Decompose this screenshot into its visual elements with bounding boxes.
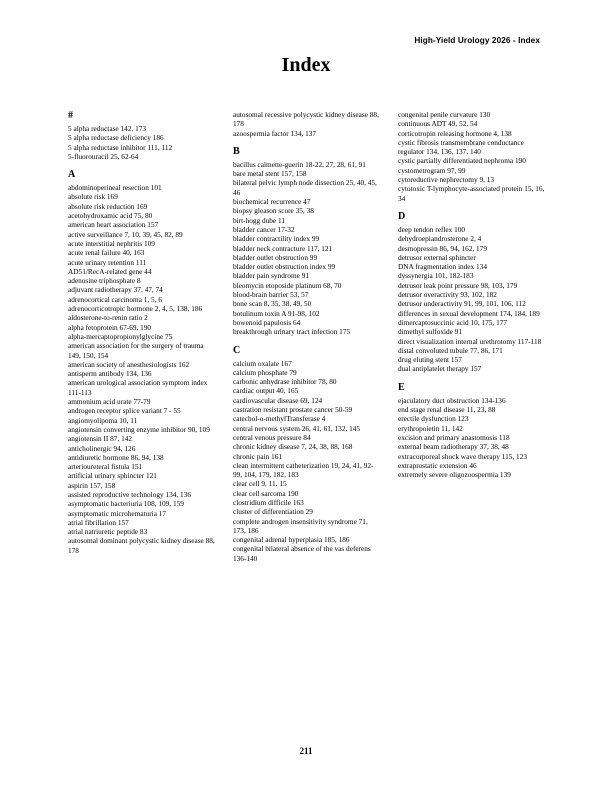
index-entry: acetohydroxamic acid 75, 80: [68, 211, 153, 221]
index-entry: bacillus calmette-guerin 18-22, 27, 28, 61, 91: [233, 159, 366, 169]
index-entry: azoospermia factor 134, 137: [233, 128, 317, 138]
index-entry: cytoreductive nephrectomy 9, 13: [398, 175, 495, 185]
index-entry: arterioureteral fistula 151: [68, 462, 143, 472]
index-entry: cardiac output 40, 165: [233, 386, 299, 396]
index-entry: autosomal dominant polycystic kidney disease 88, 178: [68, 536, 215, 555]
index-entry: atrial natriuretic peptide 83: [68, 527, 148, 537]
index-entry: adenosine triphosphate 8: [68, 276, 141, 286]
index-entry: dual antiplatelet therapy 157: [398, 364, 482, 374]
index-entry: angiotensin II 87, 142: [68, 434, 133, 444]
index-entry: catechol-o-methylTransferase 4: [233, 414, 326, 424]
index-entry: dimercaptosuccinic acid 10, 175, 177: [398, 317, 508, 327]
index-entry: dimethyl sulfoxide 91: [398, 327, 463, 337]
index-columns: [68, 110, 548, 740]
index-entry: acute renal failure 40, 163: [68, 248, 145, 258]
index-entry: erectile dysfunction 123: [398, 414, 469, 424]
index-entry: congenital penile curvature 130: [398, 110, 491, 119]
index-entry: aspirin 157, 158: [68, 480, 116, 490]
index-entry: absolute risk 169: [68, 192, 118, 202]
index-entry: adrenocortical carcinoma 1, 5, 6: [68, 294, 163, 304]
index-entry: 5 alpha reductase 142, 173: [68, 124, 147, 133]
index-entry: detrusor overactivity 93, 102, 182: [398, 290, 497, 300]
index-entry: chronic pain 161: [233, 451, 283, 461]
index-entry: biopsy gleason score 35, 38: [233, 206, 314, 216]
index-entry: asymptomatic bacteriuria 108, 109, 159: [68, 499, 184, 509]
index-entry: central nervous system 26, 41, 61, 132, 145: [233, 423, 361, 433]
index-entry: calcium oxalate 167: [233, 358, 292, 368]
page-number: 211: [299, 746, 313, 756]
index-entry: cystometrogram 97, 99: [398, 165, 466, 175]
index-entry: desmopressin 86, 94, 162, 179: [398, 243, 487, 253]
index-entry: blood-brain barrier 53, 57: [233, 290, 309, 300]
index-entry: 5 alpha reductase inhibitor 111, 112: [68, 142, 173, 152]
index-entry: assisted reproductive technology 134, 136: [68, 489, 192, 499]
index-entry: clean intermittent catheterization 19, 24, 41, 92- 99, 104, 179, 182, 183: [233, 460, 374, 480]
index-entry: extracorporeal shock wave therapy 115, 123: [398, 451, 527, 461]
letter-heading: #: [68, 110, 73, 121]
index-entry: detrusor leak point pressure 98, 103, 179: [398, 280, 518, 290]
letter-heading: E: [398, 381, 405, 393]
index-entry: angiotensin converting enzyme inhibitor 90, 109: [68, 424, 210, 434]
index-entry: dyssynergia 101, 182-183: [398, 271, 474, 281]
letter-heading: C: [233, 344, 241, 356]
index-entry: clear cell sarcoma 190: [233, 488, 299, 498]
index-entry: central venous pressure 84: [233, 432, 311, 442]
index-entry: androgen receptor splice variant 7 - 55: [68, 406, 181, 416]
index-entry: external beam radiotherapy 37, 38, 48: [398, 442, 509, 452]
index-entry: congenital bilateral absence of the vas deferens 136-140: [233, 544, 371, 563]
index-entry: angiomyolipoma 10, 11: [68, 415, 138, 425]
index-entry: acute urinary retention 111: [68, 257, 147, 267]
index-column-3: [398, 110, 546, 740]
index-entry: alpha fetoprotein 67-69, 190: [68, 322, 152, 332]
running-head: High-Yield Urology 2026 - Index: [414, 36, 540, 45]
index-entry: bilateral pelvic lymph node dissection 25, 40, 45, 46: [233, 178, 377, 197]
letter-heading: A: [68, 169, 76, 181]
index-column-1: [68, 110, 216, 740]
index-entry: acute interstitial nephritis 109: [68, 238, 155, 248]
index-entry: bowenoid papulosis 64: [233, 317, 301, 327]
index-column-2: [233, 110, 381, 740]
index-entry: complete androgen insensitivity syndrome 71, 173, 186: [233, 516, 368, 535]
index-entry: bladder pain syndrome 91: [233, 271, 309, 281]
index-entry: autosomal recessive polycystic kidney disease 88, 178: [233, 110, 379, 129]
index-entry: abdominoperineal resection 101: [68, 183, 162, 193]
index-entry: cytotoxic T-lymphocyte-associated protein 15, 16, 34: [398, 184, 545, 203]
letter-heading: B: [233, 145, 240, 157]
index-entry: clear cell 9, 11, 15: [233, 479, 287, 489]
index-entry: atrial fibrillation 157: [68, 517, 129, 527]
index-entry: cardiovascular disease 69, 124: [233, 395, 323, 405]
index-entry: bleomycin etoposide platinum 68, 70: [233, 280, 342, 290]
index-entry: chronic kidney disease 7, 24, 38, 88, 168: [233, 442, 353, 452]
index-entry: ejaculatory duct obstruction 134-136: [398, 395, 506, 405]
index-entry: ammonium acid urate 77-79: [68, 397, 151, 407]
index-entry: antidiuretic hormone 86, 94, 138: [68, 452, 164, 462]
index-entry: cluster of differentiation 29: [233, 507, 313, 517]
index-entry: american urological association symptom index 111-113: [68, 378, 208, 397]
index-entry: deep tendon reflex 100: [398, 224, 466, 234]
index-entry: carbonic anhydrase inhibitor 78, 80: [233, 377, 337, 387]
index-entry: 5 alpha reductase deficiency 186: [68, 133, 164, 143]
index-entry: aldosterone-to-renin ratio 2: [68, 313, 148, 323]
index-entry: detrusor underactivity 91, 99, 101, 106, 112: [398, 299, 526, 309]
letter-heading: D: [398, 210, 406, 222]
index-entry: birt-hogg dube 11: [233, 215, 286, 225]
index-entry: bladder outlet obstruction index 99: [233, 262, 336, 272]
index-entry: breakthrough urinary tract infection 175: [233, 327, 351, 337]
index-entry: biochemical recurrence 47: [233, 197, 311, 207]
index-entry: active surveillance 7, 10, 39, 45, 82, 89: [68, 229, 183, 239]
index-entry: drug eluting stent 157: [398, 355, 462, 365]
index-entry: bladder neck contracture 117, 121: [233, 243, 333, 253]
index-entry: distal convoluted tubule 77, 86, 171: [398, 345, 503, 355]
index-entry: american heart association 157: [68, 220, 159, 230]
index-entry: clostridium difficile 163: [233, 497, 304, 507]
index-entry: anticholinergic 94, 126: [68, 443, 136, 453]
index-entry: adrenocorticotropic hormone 2, 4, 5, 138, 186: [68, 304, 203, 314]
index-entry: detrusor external sphincter: [398, 252, 476, 262]
index-entry: absolute risk reduction 169: [68, 201, 148, 211]
index-entry: erythropoietin 11, 142: [398, 423, 463, 433]
index-entry: DNA fragmentation index 134: [398, 262, 487, 272]
index-entry: adjuvant radiotherapy 37, 47, 74: [68, 285, 163, 295]
index-entry: artificial urinary sphincter 121: [68, 471, 157, 481]
index-entry: calcium phosphate 79: [233, 367, 297, 377]
index-entry: cystic fibrosis transmembrane conductance regulator 134, 136, 137, 140: [398, 137, 524, 157]
index-entry: bladder outlet obstruction 99: [233, 252, 318, 262]
page-title: Index: [281, 54, 331, 76]
index-entry: bladder cancer 17-32: [233, 224, 295, 234]
index-entry: american association for the surgery of trauma 149, 150, 154: [68, 341, 204, 360]
index-entry: dehydroepiandrosterone 2, 4: [398, 234, 482, 244]
index-entry: botulinum toxin A 91-98, 102: [233, 308, 320, 318]
index-entry: cystic partially differentiated nephroma 190: [398, 156, 526, 166]
index-entry: 5-fluorouracil 25, 62-64: [68, 151, 139, 161]
index-entry: bare metal stent 157, 158: [233, 169, 307, 179]
index-entry: castration resistant prostate cancer 50-59: [233, 405, 353, 415]
index-entry: AD51/RecA-related gene 44: [68, 266, 152, 276]
index-entry: antisperm antibody 134, 136: [68, 369, 152, 379]
index-entry: alpha-mercaptopropionylglycine 75: [68, 331, 173, 341]
index-entry: corticotropin releasing hormone 4, 138: [398, 128, 512, 138]
index-entry: american society of anesthesiologists 162: [68, 359, 190, 369]
index-entry: end stage renal disease 11, 23, 88: [398, 405, 496, 415]
index-entry: differences in sexual development 174, 184, 189: [398, 308, 540, 318]
index-entry: asymptomatic microhematuria 17: [68, 508, 167, 518]
index-entry: continuous ADT 49, 52, 54: [398, 119, 478, 129]
index-entry: direct visualization internal urethrotomy 117-118: [398, 336, 542, 346]
index-entry: extremely severe oligozoospermia 139: [398, 470, 511, 480]
index-entry: congenital adrenal hyperplasia 185, 186: [233, 535, 350, 545]
index-entry: bone scan 8, 35, 38, 49, 50: [233, 299, 312, 309]
index-entry: excision and primary anastomosis 118: [398, 432, 510, 442]
index-entry: bladder contractility index 99: [233, 234, 320, 244]
index-entry: extraprostatic extension 46: [398, 460, 477, 470]
